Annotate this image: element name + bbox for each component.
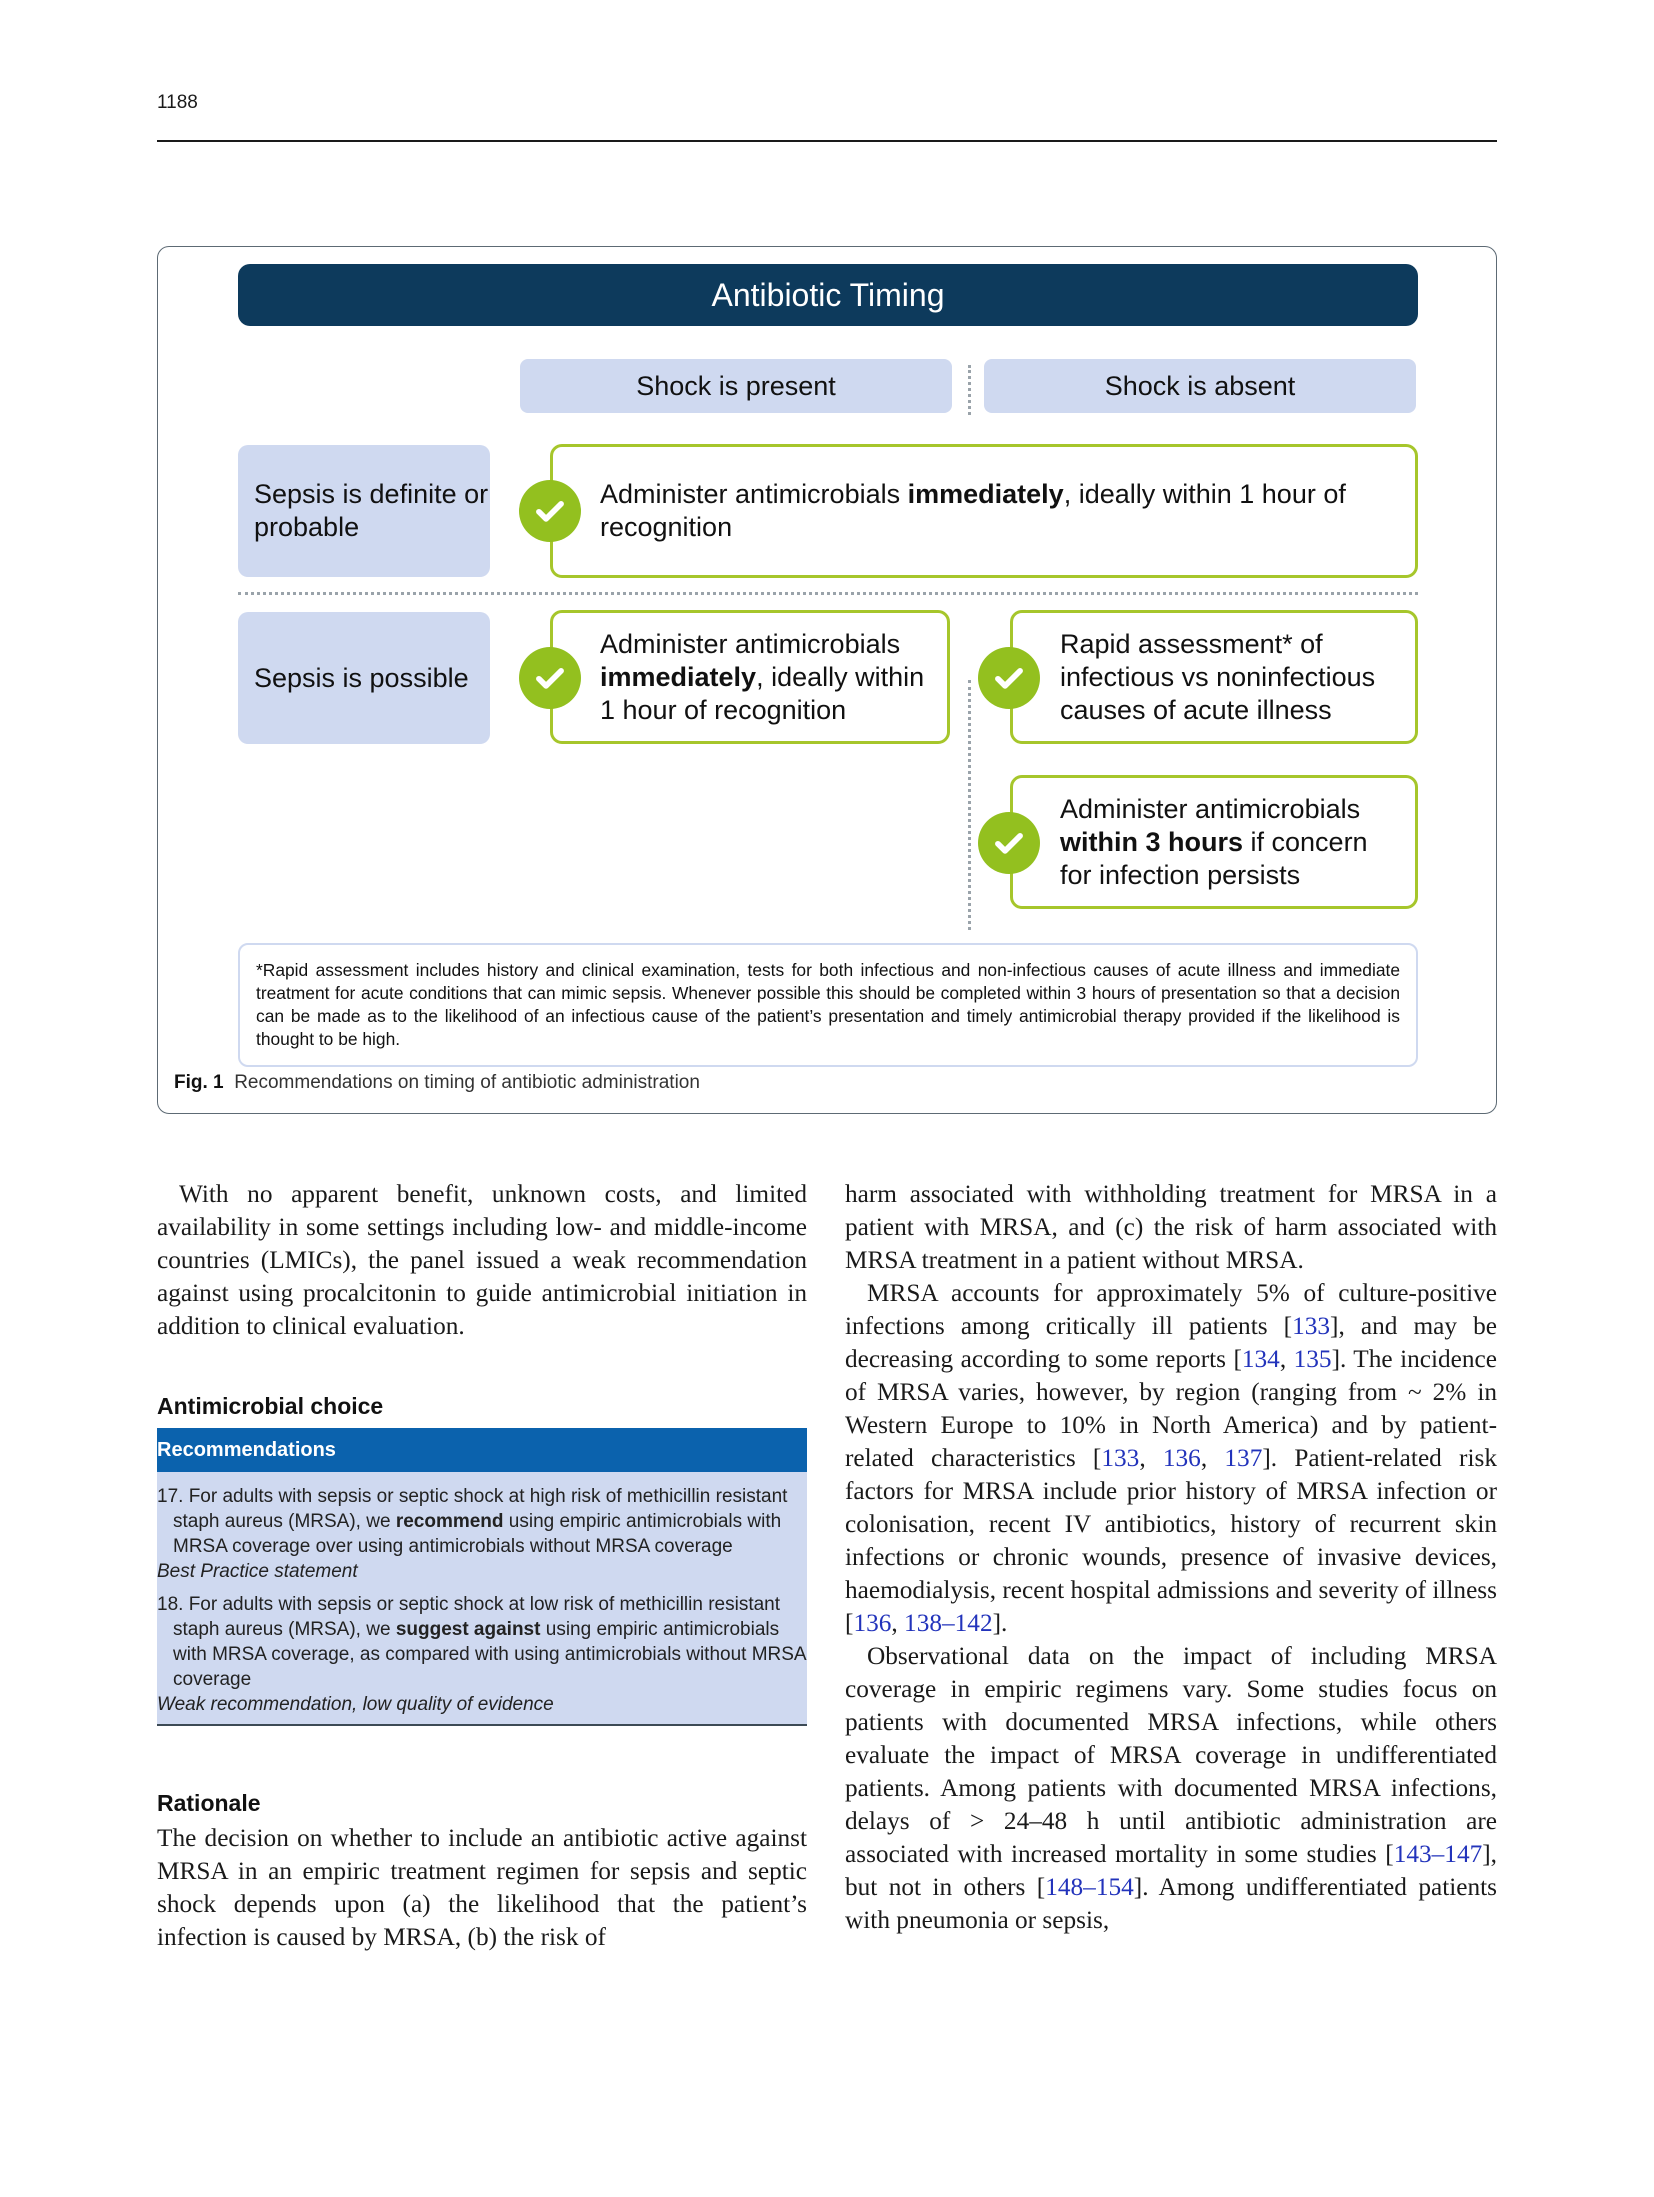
page-number: 1188 <box>157 92 198 113</box>
figure-footnote: *Rapid assessment includes history and clinical examination, tests for both infectious and non-infectious causes of acute illness and immediate treatment for acute conditions that can mimic sepsis. Whenever possible this should be completed within 3 hours of presentation so that a decision can be made as to the likelihood of an infectious cause of the patient’s presentation and timely antimicrobial therapy provided if the likelihood is thought to be high. <box>238 943 1418 1067</box>
box-text: Administer antimicrobials <box>600 628 901 659</box>
rec-text-bold: suggest against <box>395 1619 541 1640</box>
recommendations-body <box>157 1472 807 1726</box>
citation-link[interactable]: 136 <box>1162 1444 1201 1472</box>
right-column <box>845 1178 1497 1937</box>
text: , <box>1279 1345 1294 1373</box>
paragraph <box>845 1640 1497 1937</box>
recommendation-18-strength: Weak recommendation, low quality of evidence <box>157 1694 554 1715</box>
recommendations-header: Recommendations <box>157 1428 807 1472</box>
text: , <box>1200 1444 1225 1472</box>
rec-text: using empiric antimicrobials with MRSA coverage, as compared with using antimicrobials without MRSA coverage <box>173 1619 806 1690</box>
row-label-sepsis-possible: Sepsis is possible <box>238 612 490 744</box>
box-text: Administer antimicrobials <box>1060 793 1361 824</box>
figure-caption-text: Recommendations on timing of antibiotic administration <box>234 1072 700 1093</box>
figure-caption-label: Fig. 1 <box>174 1072 224 1093</box>
column-header-shock-absent: Shock is absent <box>984 359 1416 413</box>
figure-antibiotic-timing <box>157 246 1497 1114</box>
recommendation-17-strength: Best Practice statement <box>157 1561 358 1582</box>
recommendations-panel <box>157 1428 807 1728</box>
rec-text: using empiric antimicrobials with MRSA coverage over using antimicrobials without MRSA coverage <box>173 1511 782 1557</box>
text: ], and may be decreasing according to some reports [ <box>845 1312 1497 1373</box>
recommendation-box-possible-present <box>550 610 950 744</box>
citation-link[interactable]: 138–142 <box>904 1609 993 1637</box>
heading-rationale: Rationale <box>157 1790 261 1816</box>
row-label-sepsis-definite: Sepsis is definite or probable <box>238 445 490 577</box>
citation-link[interactable]: 137 <box>1224 1444 1263 1472</box>
figure-title: Antibiotic Timing <box>238 264 1418 326</box>
recommendation-box-within-3-hours <box>1010 775 1418 909</box>
text: , <box>1139 1444 1163 1472</box>
box-text-bold: within 3 hours <box>1060 826 1244 857</box>
text: ]. Among undifferentiated patients with pneumonia or sepsis, <box>845 1873 1498 1934</box>
citation-link[interactable]: 133 <box>1292 1312 1331 1340</box>
box-text: if concern for infection persists <box>1060 826 1368 890</box>
header-rule <box>157 140 1497 142</box>
left-column-intro <box>157 1178 807 1343</box>
rec-text-bold: recommend <box>395 1511 504 1532</box>
citation-link[interactable]: 148–154 <box>1045 1873 1134 1901</box>
vertical-divider <box>968 365 971 415</box>
citation-link[interactable]: 133 <box>1101 1444 1140 1472</box>
vertical-divider <box>968 680 971 930</box>
text: ]. Patient-related risk factors for MRSA include prior history of MRSA infection or colonisation, recent IV antibiotics, history of recurrent skin infections or chronic wounds, presence of invasive devices, haemodialysis, recent hospital admissions and severity of illness [ <box>845 1444 1497 1637</box>
left-column-rationale <box>157 1822 807 1954</box>
text: ], but not in others [ <box>845 1840 1497 1901</box>
citation-link[interactable]: 135 <box>1293 1345 1332 1373</box>
recommendation-box-rapid-assessment <box>1010 610 1418 744</box>
recommendation-18 <box>157 1592 807 1692</box>
box-text-bold: immediately <box>600 661 757 692</box>
text: MRSA accounts for approximately 5% of culture-positive infections among critically ill patients [ <box>845 1279 1497 1340</box>
citation-link[interactable]: 143–147 <box>1393 1840 1483 1868</box>
box-text: , ideally within 1 hour of recognition <box>600 479 1346 542</box>
citation-link[interactable]: 134 <box>1241 1345 1280 1373</box>
check-circle-icon <box>978 647 1040 709</box>
text: Observational data on the impact of including MRSA coverage in empiric regimens vary. Some studies focus on patients with documented MRSA infections, while others evaluate the impact of MRSA coverage in undifferentiated patients. Among patients with documented MRSA infections, delays of > 24–48 h until antibiotic administration are associated with increased mortality in some studies [ <box>845 1642 1497 1868</box>
text: ]. The incidence of MRSA varies, however, by region (ranging from ~ 2% in Western Europe to 10% in North America) and by patient-related characteristics [ <box>845 1345 1497 1472</box>
citation-link[interactable]: 136 <box>853 1609 892 1637</box>
column-header-shock-present: Shock is present <box>520 359 952 413</box>
check-circle-icon <box>978 812 1040 874</box>
text: , <box>891 1609 905 1637</box>
paragraph: The decision on whether to include an antibiotic active against MRSA in an empiric treatment regimen for sepsis and septic shock depends upon (a) the likelihood that the patient’s infection is caused by MRSA, (b) the risk of <box>157 1824 807 1951</box>
figure-caption <box>174 1072 700 1094</box>
recommendation-17 <box>157 1484 807 1559</box>
horizontal-divider <box>238 592 1418 595</box>
paragraph: harm associated with withholding treatment for MRSA in a patient with MRSA, and (c) the risk of harm associated with MRSA treatment in a patient without MRSA. <box>845 1180 1497 1274</box>
rec-text: 18. For adults with sepsis or septic shock at low risk of methicillin resistant staph aureus (MRSA), we <box>157 1594 781 1640</box>
box-text: Administer antimicrobials <box>600 479 908 509</box>
rec-text: 17. For adults with sepsis or septic shock at high risk of methicillin resistant staph aureus (MRSA), we <box>157 1486 788 1532</box>
check-circle-icon <box>519 480 581 542</box>
text: ]. <box>992 1609 1008 1637</box>
box-text: Rapid assessment* of infectious vs noninfectious causes of acute illness <box>1060 628 1376 725</box>
paragraph: With no apparent benefit, unknown costs, and limited availability in some settings including low- and middle-income countries (LMICs), the panel issued a weak recommendation against using procalcitonin to guide antimicrobial initiation in addition to clinical evaluation. <box>157 1180 807 1340</box>
box-text: , ideally within 1 hour of recognition <box>600 661 925 725</box>
check-circle-icon <box>519 647 581 709</box>
box-text-bold: immediately <box>907 479 1064 509</box>
heading-antimicrobial-choice: Antimicrobial choice <box>157 1393 384 1419</box>
paragraph <box>845 1277 1497 1640</box>
recommendation-box-definite <box>550 444 1418 578</box>
